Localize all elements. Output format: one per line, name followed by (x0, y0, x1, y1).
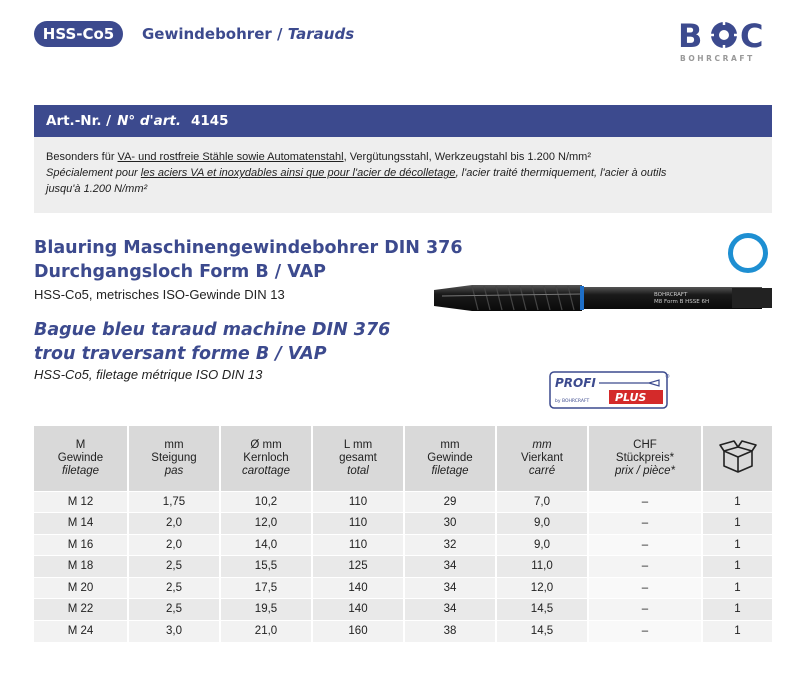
table-cell: 2,0 (128, 513, 220, 535)
table-cell: 125 (312, 556, 404, 578)
description-fr-line2: jusqu'à 1.200 N/mm² (46, 183, 148, 195)
article-description (34, 137, 772, 213)
profi-text: PROFI (555, 376, 596, 390)
table-cell: 34 (404, 577, 496, 599)
table-cell: 10,2 (220, 491, 312, 513)
table-cell: 34 (404, 599, 496, 621)
table-row (34, 534, 772, 556)
table-row (34, 491, 772, 513)
col-pack (702, 426, 772, 491)
article-number-bar (34, 105, 772, 137)
product-title-fr-1: Bague bleu taraud machine DIN 376 (34, 320, 391, 340)
table-cell: 1 (702, 556, 772, 578)
table-row (34, 513, 772, 535)
desc-de-underlined: VA- und rostfreie Stähle sowie Automatenstahl (117, 151, 344, 163)
tap-tool-image (432, 276, 774, 320)
table-cell: – (588, 556, 702, 578)
table-cell: 17,5 (220, 577, 312, 599)
table-cell: – (588, 513, 702, 535)
table-cell: 7,0 (496, 491, 588, 513)
logo-letter-b: B (678, 17, 703, 55)
table-cell: – (588, 491, 702, 513)
table-cell: 38 (404, 620, 496, 642)
table-cell: 34 (404, 556, 496, 578)
table-cell: 11,0 (496, 556, 588, 578)
table-cell: – (588, 577, 702, 599)
table-cell: 2,5 (128, 599, 220, 621)
table-cell: 1 (702, 534, 772, 556)
table-cell: M 14 (34, 513, 128, 535)
table-cell: 19,5 (220, 599, 312, 621)
product-title-fr-2: trou traversant forme B / VAP (34, 344, 327, 364)
col-core-hole: Ø mm Kernloch carottage (220, 426, 312, 491)
page-title (142, 25, 354, 43)
tool-print-brand: BOHRCRAFT (654, 292, 688, 298)
table-cell: 14,0 (220, 534, 312, 556)
table-cell: 110 (312, 491, 404, 513)
table-row (34, 620, 772, 642)
title-sep: / (271, 25, 288, 43)
table-cell: 9,0 (496, 534, 588, 556)
table-header-row (34, 426, 772, 491)
article-label-fr: N° d'art. (117, 113, 181, 129)
table-cell: M 22 (34, 599, 128, 621)
article-label-de: Art.-Nr. / (46, 113, 112, 129)
desc-fr-underlined: les aciers VA et inoxydables ainsi que pour l'acier de décolletage (140, 167, 456, 179)
table-cell: 32 (404, 534, 496, 556)
table-row (34, 599, 772, 621)
table-cell: 1 (702, 599, 772, 621)
table-cell: 2,5 (128, 577, 220, 599)
col-square: mm Vierkant carré (496, 426, 588, 491)
svg-text:®: ® (665, 374, 670, 380)
product-sub-fr: HSS-Co5, filetage métrique ISO DIN 13 (34, 367, 263, 382)
table-row (34, 556, 772, 578)
col-total-length: L mm gesamt total (312, 426, 404, 491)
table-cell: 12,0 (496, 577, 588, 599)
profi-plus-badge (549, 371, 672, 409)
desc-fr-pre: Spécialement pour (46, 167, 141, 179)
table-cell: 3,0 (128, 620, 220, 642)
col-thread: M Gewinde filetage (34, 426, 128, 491)
specs-table (34, 426, 772, 642)
table-cell: 29 (404, 491, 496, 513)
product-sub-de: HSS-Co5, metrisches ISO-Gewinde DIN 13 (34, 287, 285, 302)
table-cell: 1 (702, 620, 772, 642)
col-thread-length: mm Gewinde filetage (404, 426, 496, 491)
table-cell: 1 (702, 513, 772, 535)
article-number: 4145 (191, 113, 229, 129)
col-pitch: mm Steigung pas (128, 426, 220, 491)
table-cell: 160 (312, 620, 404, 642)
table-cell: M 16 (34, 534, 128, 556)
table-cell: M 18 (34, 556, 128, 578)
title-de: Gewindebohrer (142, 25, 272, 43)
bohrcraft-logo (678, 16, 770, 64)
table-cell: 9,0 (496, 513, 588, 535)
title-fr: Tarauds (287, 25, 355, 43)
plus-text: PLUS (615, 391, 647, 404)
table-cell: 21,0 (220, 620, 312, 642)
category-badge: HSS-Co5 (34, 21, 123, 47)
product-title-de-1: Blauring Maschinengewindebohrer DIN 376 (34, 238, 463, 258)
tool-print-spec: M8 Form B HSSE 6H (654, 299, 710, 305)
table-cell: 2,5 (128, 556, 220, 578)
table-cell: 1 (702, 491, 772, 513)
col-price: CHF Stückpreis* prix / pièce* (588, 426, 702, 491)
table-cell: 12,0 (220, 513, 312, 535)
table-cell: 14,5 (496, 599, 588, 621)
table-cell: 30 (404, 513, 496, 535)
product-title-de-2: Durchgangsloch Form B / VAP (34, 262, 326, 282)
table-cell: 14,5 (496, 620, 588, 642)
table-cell: – (588, 534, 702, 556)
description-de (46, 149, 760, 165)
box-icon (718, 438, 758, 474)
table-cell: 2,0 (128, 534, 220, 556)
desc-fr-post: , l'acier traité thermiquement, l'acier à outils (455, 167, 667, 179)
table-cell: 1,75 (128, 491, 220, 513)
table-cell: M 24 (34, 620, 128, 642)
table-cell: 110 (312, 513, 404, 535)
desc-de-pre: Besonders für (46, 151, 118, 163)
by-bohrcraft: by BOHRCRAFT (555, 399, 590, 404)
table-cell: M 20 (34, 577, 128, 599)
logo-gear-icon (710, 21, 738, 49)
description-fr (46, 165, 760, 181)
table-cell: 140 (312, 577, 404, 599)
desc-de-post: , Vergütungsstahl, Werkzeugstahl bis 1.200 N/mm² (343, 151, 592, 163)
table-cell: M 12 (34, 491, 128, 513)
logo-letter-c: C (740, 17, 764, 55)
table-cell: – (588, 599, 702, 621)
logo-subtitle: BOHRCRAFT (680, 54, 755, 63)
table-cell: 110 (312, 534, 404, 556)
blue-ring-icon (728, 233, 768, 273)
table-cell: 140 (312, 599, 404, 621)
table-row (34, 577, 772, 599)
table-cell: – (588, 620, 702, 642)
table-cell: 15,5 (220, 556, 312, 578)
table-cell: 1 (702, 577, 772, 599)
